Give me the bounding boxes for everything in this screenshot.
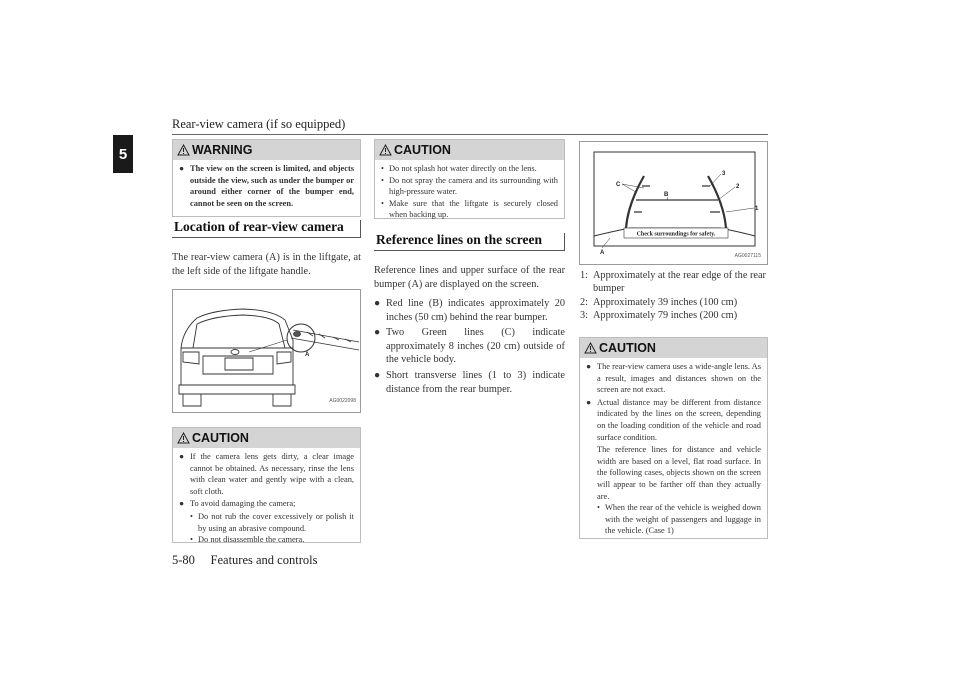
- caution-subitem: • Do not splash hot water directly on the lens.: [381, 164, 537, 173]
- caution-header: [580, 338, 767, 358]
- reference-heading: Reference lines on the screen: [376, 232, 542, 247]
- numbered-item: 2: Approximately 39 inches (100 cm): [580, 296, 738, 308]
- warning-triangle-icon: [177, 144, 190, 156]
- caution-label: CAUTION: [192, 431, 249, 445]
- reference-bullet: ● Red line (B) indicates approximately 20 inches (50 cm) behind the rear bumper.: [374, 298, 565, 323]
- distance-numbered-list: [580, 269, 768, 323]
- caution-header: [173, 428, 360, 448]
- location-heading-end: [360, 220, 361, 238]
- vehicle-rear-illustration: [173, 290, 361, 413]
- caution-subitem: • Do not rub the cover excessively or polish it by using an abrasive compound.: [190, 511, 354, 533]
- caution-label: CAUTION: [599, 341, 656, 355]
- caution-item-continued: The reference lines for distance and vehicle width are based on a level, flat road surface. In the following cases, objects shown on the screen will appear to be farther off than they actually are.: [597, 445, 761, 501]
- chapter-tab: 5: [113, 135, 133, 173]
- caution-item: ● If the camera lens gets dirty, a clear image cannot be obtained. As necessary, rinse the lens with clean water and gently wipe with a clean, soft cloth.: [179, 452, 354, 496]
- figure-label-a: A: [305, 352, 310, 358]
- warning-label: WARNING: [192, 143, 253, 157]
- location-heading-rule: [172, 237, 361, 238]
- figure-label-b: B: [664, 192, 669, 198]
- page-footer: 5-80 Features and controls: [172, 553, 318, 567]
- numbered-item: 1: Approximately at the rear edge of the rear bumper: [580, 270, 766, 295]
- caution-subitem: • Do not spray the camera and its surrounding with high-pressure water.: [381, 175, 558, 197]
- caution-subitem: • Do not disassemble the camera.: [190, 535, 305, 545]
- reference-heading-end: [564, 233, 565, 251]
- caution-triangle-icon: [379, 144, 392, 156]
- reference-heading-rule: [374, 250, 565, 251]
- caution-header: [375, 140, 564, 160]
- figure-label-1: 1: [755, 206, 759, 212]
- caution-item: ● The rear-view camera uses a wide-angle lens. As a result, images and distances shown on the screen are not exact.: [586, 362, 761, 395]
- caution-label: CAUTION: [394, 143, 451, 157]
- figure-code: AG0027115: [734, 253, 761, 259]
- caution-subitem: • When the rear of the vehicle is weighed down with the weight of passengers and luggage in the vehicle. (Case 1): [597, 503, 761, 536]
- figure-label-3: 3: [722, 171, 726, 177]
- caution-item: ● Actual distance may be different from distance indicated by the lines on the screen, depending on the loading condition of the vehicle and road surface condition.: [586, 397, 761, 442]
- reference-bullet-list: [374, 297, 565, 398]
- location-paragraph: The rear-view camera (A) is in the liftgate, at the left side of the liftgate handle.: [172, 252, 361, 277]
- reference-paragraph: Reference lines and upper surface of the rear bumper (A) are displayed on the screen.: [374, 265, 565, 290]
- header-rule: [172, 134, 768, 135]
- warning-header: [173, 140, 360, 160]
- reference-bullet: ● Short transverse lines (1 to 3) indicate distance from the rear bumper.: [374, 369, 565, 395]
- page-header-title: Rear-view camera (if so equipped): [172, 117, 346, 131]
- caution-triangle-icon: [177, 432, 190, 444]
- numbered-item: 3: Approximately 79 inches (200 cm): [580, 310, 738, 322]
- figure-label-2: 2: [736, 184, 740, 190]
- caution-item: ● To avoid damaging the camera;: [179, 499, 296, 509]
- caution-box-right: [579, 337, 768, 539]
- figure-label-c: C: [616, 182, 621, 188]
- location-heading: Location of rear-view camera: [174, 219, 344, 234]
- caution-box-middle: [374, 139, 565, 219]
- caution-subitem: • Make sure that the liftgate is securely closed when backing up.: [381, 198, 558, 220]
- figure-code: AG0022098: [329, 398, 356, 404]
- reference-bullet: ● Two Green lines (C) indicate approximately 8 inches (20 cm) outside of the vehicle body.: [374, 327, 565, 366]
- figure-label-a: A: [600, 250, 605, 256]
- camera-location-figure: [172, 289, 361, 413]
- caution-triangle-icon: [584, 342, 597, 354]
- caution-box-left: [172, 427, 361, 543]
- reference-lines-figure: [579, 141, 768, 265]
- rear-camera-screen-illustration: [580, 142, 768, 265]
- screen-banner-text: Check surroundings for safety.: [636, 231, 716, 238]
- warning-box: [172, 139, 361, 217]
- warning-item: ● The view on the screen is limited, and objects outside the view, such as under the bumper or around either corner of the bumper end, cannot be seen on the screen.: [179, 164, 354, 208]
